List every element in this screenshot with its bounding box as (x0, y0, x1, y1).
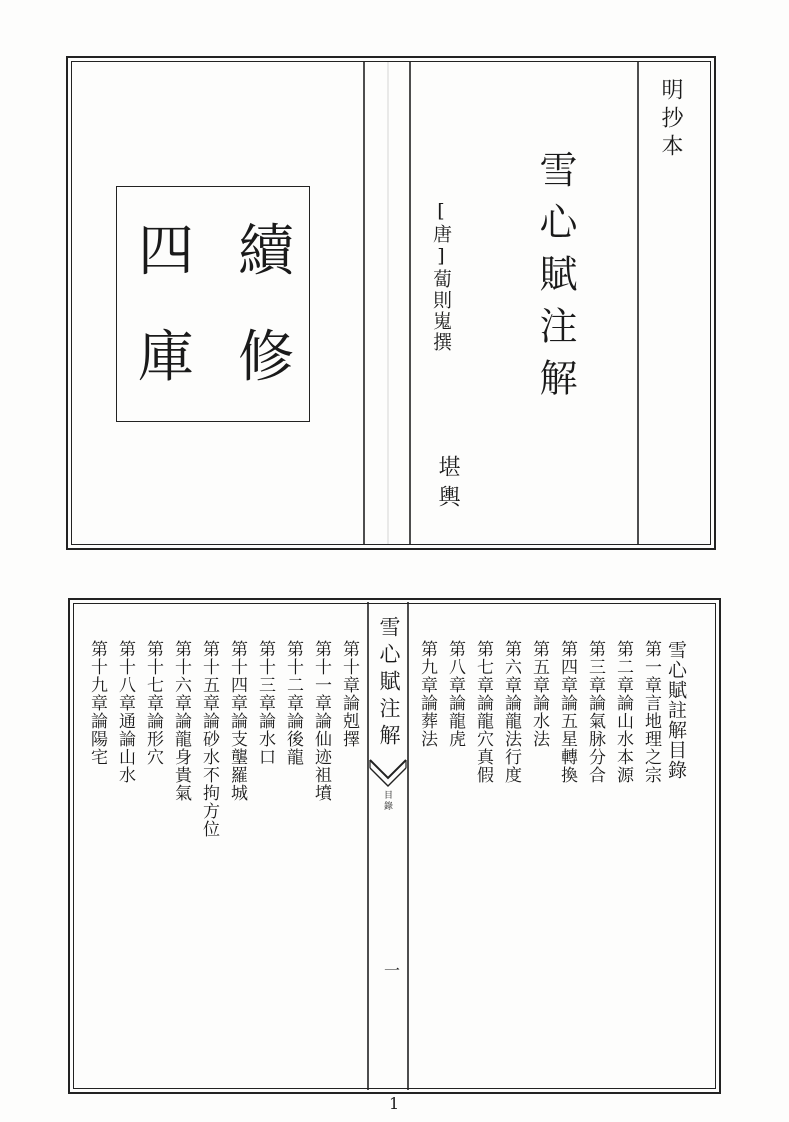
book-title: 雪心賦注解 (533, 150, 577, 410)
toc-item: 第八章論龍虎 (445, 640, 465, 748)
toc-item: 第十章論剋擇 (339, 640, 359, 748)
toc-item: 第六章論龍法行度 (501, 640, 521, 784)
seal-char-3: 四 (138, 219, 194, 284)
seal-char-4: 庫 (138, 325, 194, 390)
spine-title: 雪心賦注解 (377, 616, 401, 751)
toc-item: 第七章論龍穴真假 (473, 640, 493, 784)
seal-char-1: 續 (238, 219, 294, 284)
toc-item: 第四章論五星轉換 (557, 640, 577, 784)
toc-item: 第十三章論水口 (255, 640, 275, 766)
spine-page-number: 一 (384, 961, 401, 980)
toc-item: 第三章論氣脉分合 (585, 640, 605, 784)
toc-heading: 雪心賦註解目錄 (665, 640, 687, 780)
page-number: 1 (389, 1094, 400, 1113)
toc-item: 第十二章論後龍 (283, 640, 303, 766)
spine-section: 目錄 (382, 790, 392, 812)
toc-item: 第一章言地理之宗 (641, 640, 661, 784)
toc-item: 第十六章論龍身貴氣 (171, 640, 191, 802)
toc-item: 第九章論葬法 (417, 640, 437, 748)
toc-item: 第十四章論支壟羅城 (227, 640, 247, 802)
toc-item: 第五章論水法 (529, 640, 549, 748)
author-line: [唐]蔔則嵬撰 (430, 200, 452, 353)
category-label: 堪輿 (435, 455, 460, 515)
collection-seal (120, 190, 306, 418)
seal-char-2: 修 (238, 325, 294, 390)
toc-item: 第十一章論仙迹祖墳 (311, 640, 331, 802)
toc-item: 第十五章論砂水不拘方位 (199, 640, 219, 838)
toc-item: 第二章論山水本源 (613, 640, 633, 784)
toc-item: 第十九章論陽宅 (87, 640, 107, 766)
edition-label: 明抄本 (658, 78, 683, 162)
toc-item: 第十八章通論山水 (115, 640, 135, 784)
toc-item: 第十七章論形穴 (143, 640, 163, 766)
